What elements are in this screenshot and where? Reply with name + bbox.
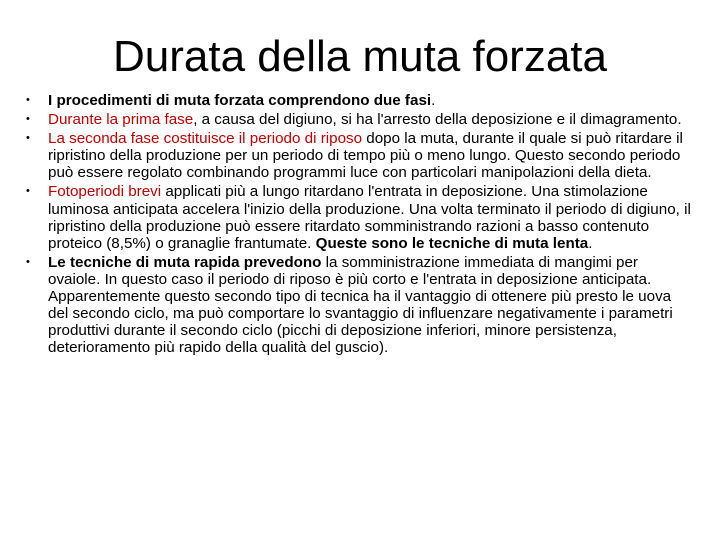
bullet-item-3 <box>24 130 692 181</box>
bullet-marker: • <box>26 185 30 198</box>
bullet-4-part-2: applicati più a lungo ritardano l'entrata in deposizione. Una stimolazione luminosa anticipata accelera l'inizio della produzione. Una volta terminato il periodo di digiuno, il ripristino della produzione può essere ritardato somministrando razioni a basso contenuto proteico (8,5%) o granaglie frantumate. <box>48 183 691 252</box>
bullet-2-part-1: Durante la prima fase <box>48 111 194 129</box>
bullet-marker: • <box>26 132 30 145</box>
bullet-item-5 <box>24 254 692 357</box>
bullet-marker: • <box>26 113 30 126</box>
bullet-3-part-2: dopo la muta, durante il quale si può ritardare il ripristino della produzione per un periodo di tempo più o meno lungo. Questo secondo periodo può essere regolato combinando programmi luce con particolari manipolazioni della dieta. <box>48 130 683 182</box>
bullet-2-part-2: , a causa del digiuno, si ha l'arresto della deposizione e il dimagramento. <box>193 111 682 129</box>
bullet-item-2 <box>24 111 692 128</box>
bullet-1-part-2: . <box>431 92 436 109</box>
bullet-marker: • <box>26 94 30 106</box>
bullet-item-1 <box>24 92 692 109</box>
bullet-1-part-1: I procedimenti di muta forzata comprendono due fasi <box>48 92 432 109</box>
bullet-5-part-1: Le tecniche di muta rapida prevedono <box>48 253 322 271</box>
bullet-4-part-3: Queste sono le tecniche di muta lenta <box>315 234 589 252</box>
bullet-list <box>24 92 692 358</box>
bullet-item-4 <box>24 183 692 251</box>
bullet-4-part-4: . <box>588 234 593 252</box>
bullet-4-part-1: Fotoperiodi brevi <box>48 183 162 201</box>
slide-title: Durata della muta forzata <box>112 32 608 81</box>
bullet-marker: • <box>26 255 30 268</box>
bullet-3-part-1: La seconda fase costituisce il periodo di riposo <box>48 130 363 148</box>
bullet-5-part-2: la somministrazione immediata di mangimi per ovaiole. In questo caso il periodo di riposo è più corto e l'entrata in deposizione anticipata. Apparentemente questo secondo tipo di tecnica ha il vantaggio di ottenere più presto le uova del secondo ciclo, ma può comportare lo svantaggio di influenzare negativamente i parametri produttivi durante il secondo ciclo (picchi di deposizione inferiori, minore persistenza, deterioramento più rapido della qualità del guscio). <box>48 253 673 357</box>
